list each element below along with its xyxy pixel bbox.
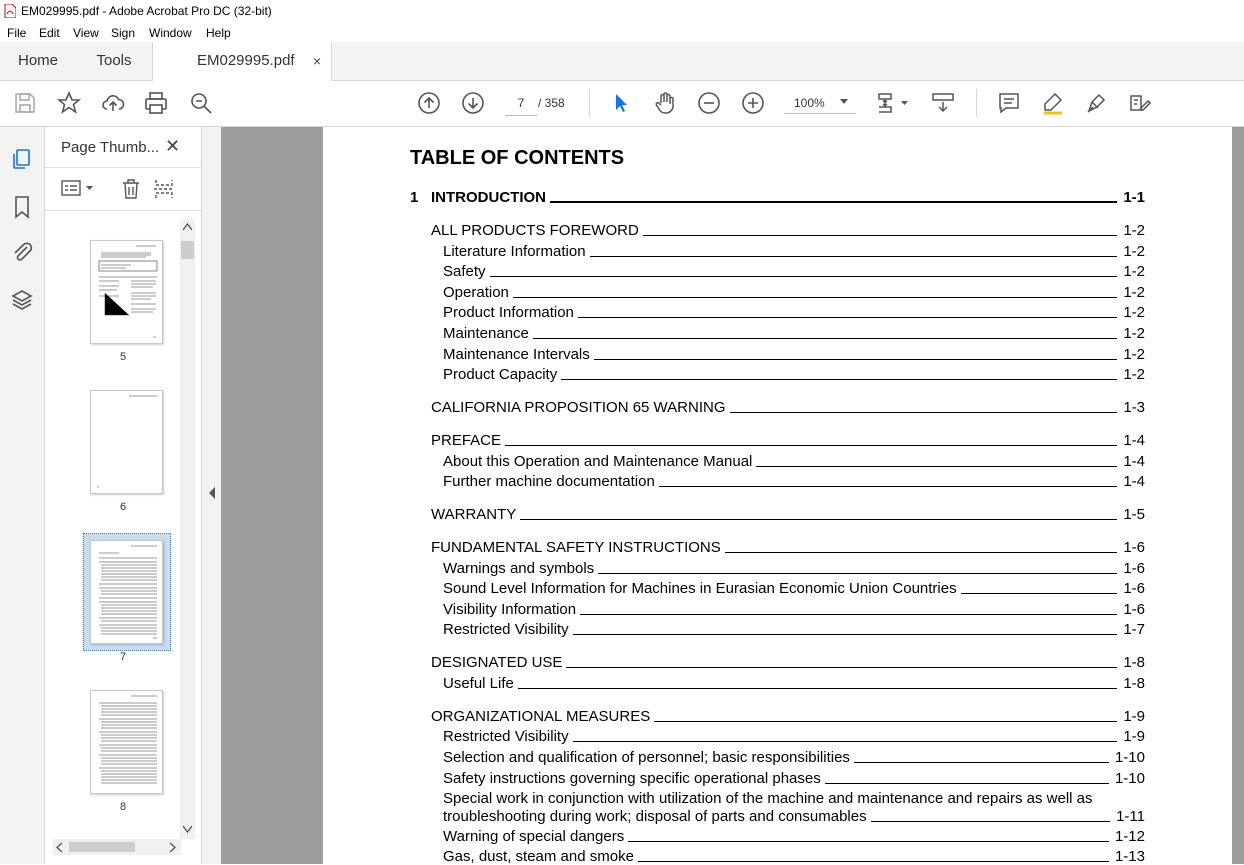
toolbar-divider bbox=[589, 89, 590, 117]
save-icon[interactable] bbox=[13, 91, 37, 115]
toc-entry-text: INTRODUCTION bbox=[431, 189, 546, 206]
toc-entry-text: Safety bbox=[443, 263, 486, 280]
toc-page-number: 1-2 bbox=[1123, 366, 1145, 383]
window-title: EM029995.pdf - Adobe Acrobat Pro DC (32-bit) bbox=[21, 4, 272, 18]
toc-leader-line bbox=[756, 466, 1117, 467]
toc-leader-line bbox=[659, 486, 1118, 487]
toc-entry-text: Product Capacity bbox=[443, 366, 558, 383]
toc-page-number: 1-7 bbox=[1123, 621, 1145, 638]
toc-page-number: 1-8 bbox=[1123, 675, 1145, 692]
toc-page-number: 1-6 bbox=[1123, 601, 1145, 618]
toc-chapter-number: 1 bbox=[410, 189, 419, 206]
toc-section[interactable] bbox=[431, 503, 1145, 523]
toc-leader-line bbox=[578, 317, 1117, 318]
toc-page-number: 1-8 bbox=[1123, 654, 1145, 671]
toc-entry-text: ALL PRODUCTS FOREWORD bbox=[431, 222, 639, 239]
cloud-upload-icon[interactable] bbox=[101, 91, 125, 115]
toc-entry-text: Literature Information bbox=[443, 243, 586, 260]
toc-leader-line bbox=[518, 688, 1117, 689]
toc-leader-line bbox=[638, 861, 1109, 862]
page-preview bbox=[91, 691, 162, 793]
tab-document-label: EM029995.pdf bbox=[197, 52, 295, 69]
thumbnails-panel bbox=[45, 127, 201, 864]
toc-leader-line bbox=[594, 359, 1118, 360]
extract-pages-icon[interactable] bbox=[153, 178, 175, 200]
toc-subsection[interactable] bbox=[443, 787, 1145, 807]
toc-page-number: 1-6 bbox=[1123, 560, 1145, 577]
toc-leader-line bbox=[550, 201, 1117, 203]
toc-subsection[interactable] bbox=[443, 260, 1145, 280]
menu-sign[interactable]: Sign bbox=[111, 26, 136, 40]
toc-page-number: 1-12 bbox=[1114, 828, 1145, 845]
fill-sign-icon[interactable] bbox=[1128, 91, 1152, 115]
scroll-right-icon[interactable] bbox=[169, 843, 176, 852]
star-icon[interactable] bbox=[57, 91, 81, 115]
toc-page-number: 1-6 bbox=[1123, 539, 1145, 556]
toc-leader-line bbox=[561, 379, 1117, 380]
page-thumbnail[interactable] bbox=[90, 390, 163, 494]
toc-subsection[interactable] bbox=[443, 322, 1145, 342]
thumbnail-page-number: 6 bbox=[119, 501, 127, 513]
toc-entry-text: Useful Life bbox=[443, 675, 514, 692]
toc-page-number: 1-1 bbox=[1123, 189, 1145, 206]
thumbnail-page-number: 7 bbox=[119, 651, 127, 663]
toc-subsection[interactable] bbox=[443, 825, 1145, 845]
page-thumbnail-selected[interactable] bbox=[90, 540, 163, 644]
page-thumbnail[interactable] bbox=[90, 240, 163, 344]
thumbnail-options-icon[interactable] bbox=[61, 178, 95, 200]
toc-entry-text: Special work in conjunction with utilization of the machine and maintenance and repairs as well as bbox=[443, 790, 1093, 807]
toc-section[interactable] bbox=[431, 429, 1145, 449]
page-preview bbox=[91, 241, 162, 343]
chevron-down-icon bbox=[840, 97, 848, 105]
toc-page-number: 1-9 bbox=[1123, 708, 1145, 725]
menu-bar bbox=[0, 22, 1244, 42]
thumbnails-toolbar bbox=[45, 167, 201, 211]
toc-subsection[interactable] bbox=[443, 343, 1145, 363]
toc-entry-text: About this Operation and Maintenance Manual bbox=[443, 453, 753, 470]
highlight-icon[interactable] bbox=[1041, 91, 1065, 115]
toc-subsection[interactable] bbox=[443, 577, 1145, 597]
toc-entry-text: DESIGNATED USE bbox=[431, 654, 563, 671]
toc-entry-text: FUNDAMENTAL SAFETY INSTRUCTIONS bbox=[431, 539, 721, 556]
zoom-level-value: 100% bbox=[794, 96, 825, 110]
panel-title: Page Thumb... bbox=[61, 139, 160, 156]
toc-heading: TABLE OF CONTENTS bbox=[410, 147, 625, 169]
zoom-out-icon[interactable] bbox=[697, 91, 721, 115]
page-number-input[interactable] bbox=[505, 91, 537, 116]
toc-subsection[interactable] bbox=[443, 767, 1145, 787]
toolbar-divider bbox=[976, 89, 977, 117]
attachment-icon[interactable] bbox=[10, 240, 34, 264]
page-total: / 358 bbox=[538, 96, 565, 110]
layers-icon[interactable] bbox=[10, 288, 34, 312]
toc-entry-text: Product Information bbox=[443, 304, 574, 321]
toc-subsection[interactable] bbox=[443, 725, 1145, 745]
toc-entry-text: Further machine documentation bbox=[443, 473, 655, 490]
toc-leader-line bbox=[513, 297, 1117, 298]
toc-subsection[interactable] bbox=[443, 746, 1145, 766]
next-page-icon[interactable] bbox=[461, 91, 485, 115]
toc-chapter[interactable] bbox=[410, 186, 1145, 206]
hand-tool-icon[interactable] bbox=[653, 91, 677, 115]
toc-section[interactable] bbox=[431, 705, 1145, 725]
toc-subsection[interactable] bbox=[443, 363, 1145, 383]
close-panel-icon[interactable]: ✕ bbox=[165, 136, 181, 156]
tab-tools[interactable]: Tools bbox=[96, 52, 132, 69]
toc-subsection[interactable] bbox=[443, 618, 1145, 638]
toc-page-number: 1-2 bbox=[1123, 304, 1145, 321]
thumbnail-page-number: 8 bbox=[119, 801, 127, 813]
thumbnails-horizontal-scrollbar[interactable] bbox=[53, 839, 181, 855]
menu-file[interactable]: File bbox=[7, 26, 27, 40]
toc-section[interactable] bbox=[431, 219, 1145, 239]
toc-leader-line bbox=[643, 235, 1118, 236]
toc-leader-line bbox=[505, 445, 1117, 446]
toc-page-number: 1-2 bbox=[1123, 222, 1145, 239]
toc-entry-text: Safety instructions governing specific operational phases bbox=[443, 770, 821, 787]
toc-leader-line bbox=[654, 721, 1117, 722]
toc-page-number: 1-4 bbox=[1123, 432, 1145, 449]
toc-subsection[interactable] bbox=[443, 672, 1145, 692]
close-tab-icon[interactable]: × bbox=[313, 53, 322, 69]
toc-entry-text: CALIFORNIA PROPOSITION 65 WARNING bbox=[431, 399, 726, 416]
page-thumbnail[interactable] bbox=[90, 690, 163, 794]
collapse-arrow-icon[interactable] bbox=[208, 487, 216, 499]
toc-page-number: 1-11 bbox=[1116, 808, 1145, 825]
toc-entry-text: troubleshooting during work; disposal of parts and consumables bbox=[443, 808, 867, 825]
toc-leader-line bbox=[490, 276, 1118, 277]
toc-entry-text: PREFACE bbox=[431, 432, 502, 449]
toc-entry-text: ORGANIZATIONAL MEASURES bbox=[431, 708, 651, 725]
toc-leader-line bbox=[725, 552, 1118, 553]
toc-page-number: 1-6 bbox=[1123, 580, 1145, 597]
toc-subsection[interactable] bbox=[443, 845, 1145, 865]
toc-subsection[interactable] bbox=[443, 470, 1145, 490]
left-nav-rail bbox=[0, 127, 45, 864]
toc-entry-text: Visibility Information bbox=[443, 601, 577, 618]
toc-page-number: 1-2 bbox=[1123, 243, 1145, 260]
toc-page-number: 1-10 bbox=[1114, 770, 1145, 787]
toc-page-number: 1-2 bbox=[1123, 346, 1145, 363]
delete-page-icon[interactable] bbox=[120, 178, 142, 200]
menu-view[interactable]: View bbox=[73, 26, 99, 40]
toc-page-number: 1-2 bbox=[1123, 263, 1145, 280]
toc-subsection[interactable] bbox=[443, 557, 1145, 577]
toc-entry-text: Maintenance Intervals bbox=[443, 346, 590, 363]
toc-leader-line bbox=[961, 593, 1118, 594]
toc-leader-line bbox=[533, 338, 1117, 339]
toc-leader-line bbox=[854, 762, 1109, 763]
toc-leader-line bbox=[580, 614, 1117, 615]
menu-help[interactable]: Help bbox=[206, 26, 231, 40]
zoom-level-select[interactable] bbox=[784, 91, 856, 114]
page-thumbnails-icon[interactable] bbox=[10, 147, 34, 171]
toc-leader-line bbox=[590, 256, 1118, 257]
page-preview bbox=[91, 391, 162, 493]
print-icon[interactable] bbox=[144, 91, 168, 115]
toc-leader-line bbox=[573, 634, 1118, 635]
toc-subsection[interactable] bbox=[443, 281, 1145, 301]
zoom-in-icon[interactable] bbox=[741, 91, 765, 115]
toc-leader-line bbox=[573, 741, 1118, 742]
menu-edit[interactable]: Edit bbox=[39, 26, 60, 40]
page-preview bbox=[91, 541, 162, 643]
toc-section[interactable] bbox=[431, 536, 1145, 556]
toc-subsection[interactable] bbox=[443, 450, 1145, 470]
toc-leader-line bbox=[825, 783, 1109, 784]
toc-entry-text: Restricted Visibility bbox=[443, 621, 569, 638]
toc-leader-line bbox=[871, 821, 1110, 822]
bookmark-icon[interactable] bbox=[10, 195, 34, 219]
toc-page-number: 1-2 bbox=[1123, 284, 1145, 301]
page-fit-icon[interactable] bbox=[876, 91, 910, 115]
scroll-up-icon[interactable] bbox=[183, 223, 192, 231]
toc-leader-line bbox=[628, 841, 1109, 842]
toc-page-number: 1-4 bbox=[1123, 473, 1145, 490]
tab-bar bbox=[0, 42, 1244, 81]
toc-entry-text: Operation bbox=[443, 284, 509, 301]
tab-home[interactable]: Home bbox=[17, 52, 58, 69]
toc-section[interactable] bbox=[431, 396, 1145, 416]
scroll-left-icon[interactable] bbox=[56, 843, 63, 852]
scrollbar-thumb[interactable] bbox=[69, 842, 135, 852]
menu-window[interactable]: Window bbox=[149, 26, 192, 40]
panel-collapse-gutter[interactable] bbox=[201, 127, 222, 864]
toc-leader-line bbox=[598, 573, 1117, 574]
toc-page-number: 1-10 bbox=[1114, 749, 1145, 766]
zoom-search-icon[interactable] bbox=[189, 91, 213, 115]
toc-page-number: 1-9 bbox=[1123, 728, 1145, 745]
toc-entry-text: Restricted Visibility bbox=[443, 728, 569, 745]
toc-subsection[interactable] bbox=[443, 240, 1145, 260]
toolbar bbox=[0, 81, 1244, 127]
toc-entry-text: Warning of special dangers bbox=[443, 828, 625, 845]
scroll-down-icon[interactable] bbox=[183, 825, 192, 833]
toc-leader-line bbox=[566, 667, 1117, 668]
toc-page-number: 1-5 bbox=[1123, 506, 1145, 523]
toc-entry-text: Selection and qualification of personnel; basic responsibilities bbox=[443, 749, 850, 766]
draw-pen-icon[interactable] bbox=[1085, 91, 1109, 115]
pdf-app-icon bbox=[4, 4, 16, 18]
document-page bbox=[323, 127, 1232, 864]
toc-leader-line bbox=[730, 412, 1118, 413]
toc-page-number: 1-13 bbox=[1114, 848, 1145, 865]
toc-section[interactable] bbox=[431, 651, 1145, 671]
toc-entry-text: Warnings and symbols bbox=[443, 560, 595, 577]
toc-leader-line bbox=[520, 519, 1117, 520]
comment-icon[interactable] bbox=[997, 91, 1021, 115]
thumbnails-vertical-scrollbar[interactable] bbox=[180, 219, 195, 839]
toc-subsection[interactable] bbox=[443, 301, 1145, 321]
scrollbar-thumb[interactable] bbox=[181, 241, 194, 259]
toc-subsection[interactable] bbox=[443, 805, 1145, 825]
toc-page-number: 1-3 bbox=[1123, 399, 1145, 416]
toc-entry-text: Sound Level Information for Machines in Eurasian Economic Union Countries bbox=[443, 580, 957, 597]
scroll-mode-icon[interactable] bbox=[931, 91, 955, 115]
toc-entry-text: WARRANTY bbox=[431, 506, 517, 523]
toc-page-number: 1-2 bbox=[1123, 325, 1145, 342]
tab-document[interactable] bbox=[152, 42, 332, 81]
thumbnail-page-number: 5 bbox=[119, 351, 127, 363]
title-bar bbox=[0, 0, 1244, 22]
previous-page-icon[interactable] bbox=[417, 91, 441, 115]
select-cursor-icon[interactable] bbox=[609, 91, 633, 115]
toc-subsection[interactable] bbox=[443, 598, 1145, 618]
toc-page-number: 1-4 bbox=[1123, 453, 1145, 470]
toc-entry-text: Gas, dust, steam and smoke bbox=[443, 848, 634, 865]
toc-entry-text: Maintenance bbox=[443, 325, 529, 342]
